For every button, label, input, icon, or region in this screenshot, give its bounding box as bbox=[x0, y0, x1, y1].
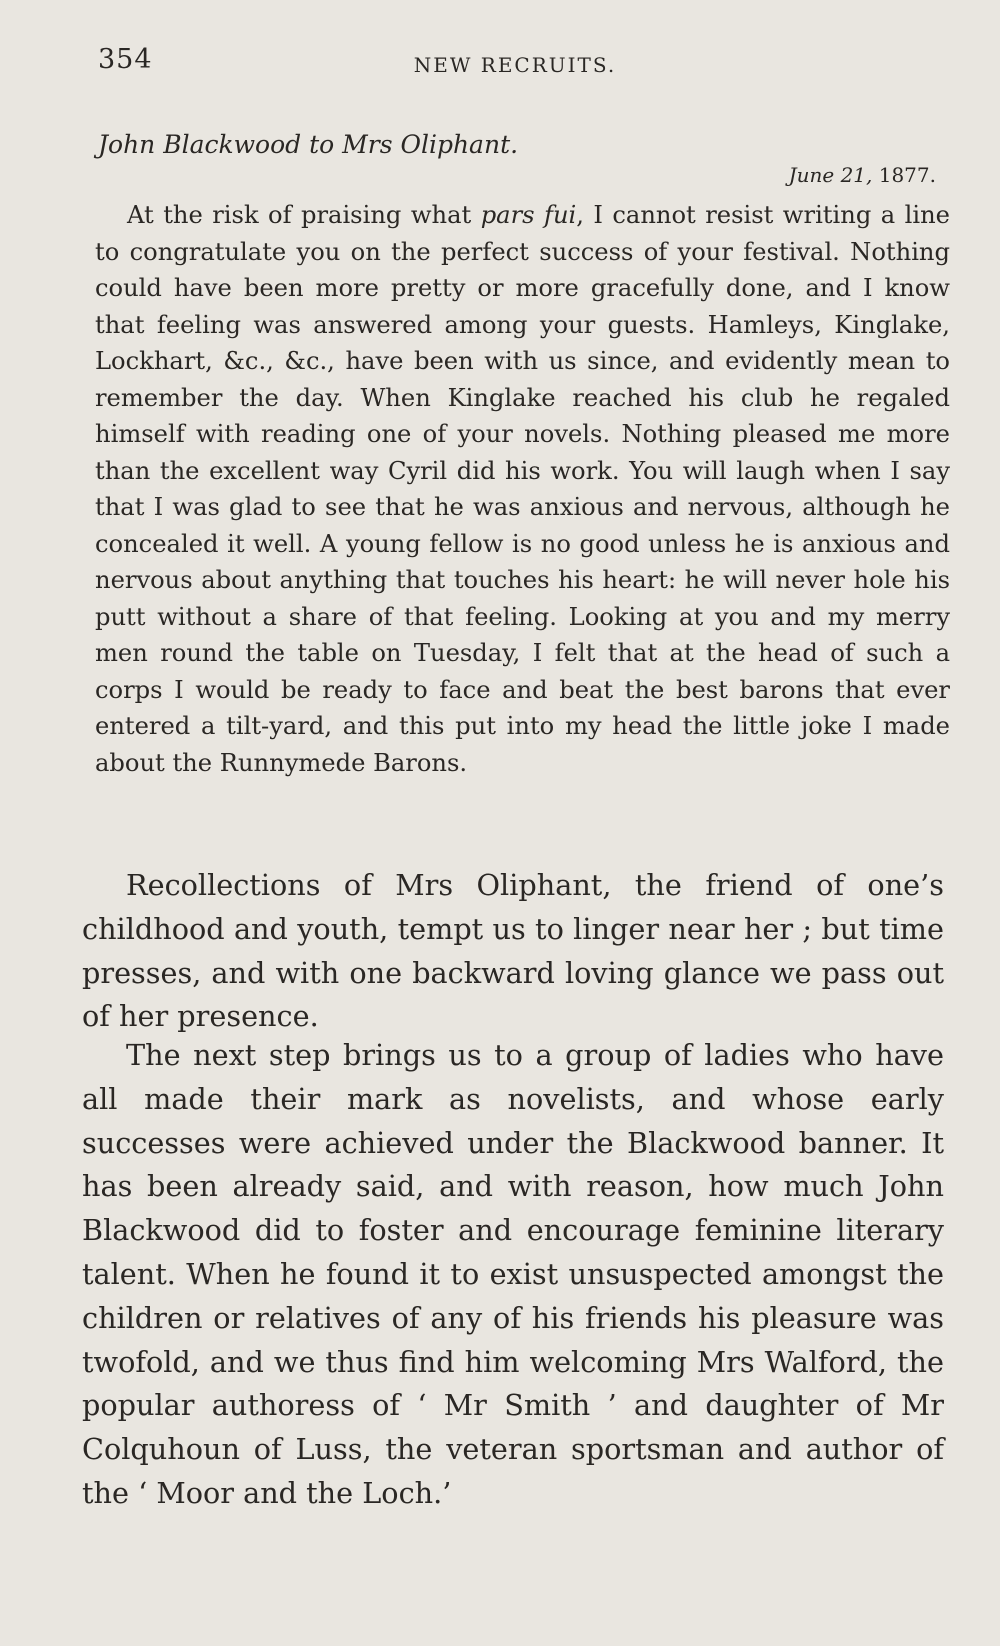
letter-date bbox=[789, 163, 936, 187]
running-title: NEW RECRUITS. bbox=[413, 53, 617, 77]
narrative-paragraph-2: The next step brings us to a group of ladies who have all made their mark as novelists, and whose early successes were achieved under the Blackwood banner. It has been already said, and with reason, how much John Blackwood did to foster and encourage feminine literary talent. When he found it to exist unsuspected amongst the children or relatives of any of his friends his pleasure was twofold, and we thus find him welcoming Mrs Walford, the popular authoress of ‘ Mr Smith ’ and daughter of Mr Colquhoun of Luss, the veteran sportsman and author of the ‘ Moor and the Loch.’ bbox=[82, 1038, 944, 1510]
letter-body bbox=[95, 197, 950, 781]
letter-body-text-start: At the risk of praising what bbox=[127, 201, 481, 229]
page-number: 354 bbox=[98, 44, 153, 75]
narrative-paragraph-1: Recollections of Mrs Oliphant, the friend of one’s childhood and youth, tempt us to linger near her ; but time presses, and with one backward loving glance we pass out of her presence. bbox=[82, 868, 944, 1034]
letter-body-text-rest: , I cannot resist writing a line to congratulate you on the perfect success of your festival. Nothing could have been more pretty or more gracefully done, and I know that feeling was answered among your guests. Hamleys, Kinglake, Lockhart, &c., &c., have been with us since, and evidently mean to remember the day. When Kinglake reached his club he regaled himself with reading one of your novels. Nothing pleased me more than the excellent way Cyril did his work. You will laugh when I say that I was glad to see that he was anxious and nervous, although he concealed it well. A young fellow is no good unless he is anxious and nervous about anything that touches his heart: he will never hole his putt without a share of that feeling. Looking at you and my merry men round the table on Tuesday, I felt that at the head of such a corps I would be ready to face and beat the best barons that ever entered a tilt-yard, and this put into my head the little joke I made about the Runnymede Barons. bbox=[95, 201, 950, 777]
letter-date-month-day: June 21, bbox=[788, 163, 873, 187]
letter-heading: John Blackwood to Mrs Oliphant. bbox=[98, 130, 519, 159]
letter-body-latin-phrase: pars fui bbox=[480, 201, 577, 229]
letter-date-year: 1877. bbox=[878, 163, 936, 187]
